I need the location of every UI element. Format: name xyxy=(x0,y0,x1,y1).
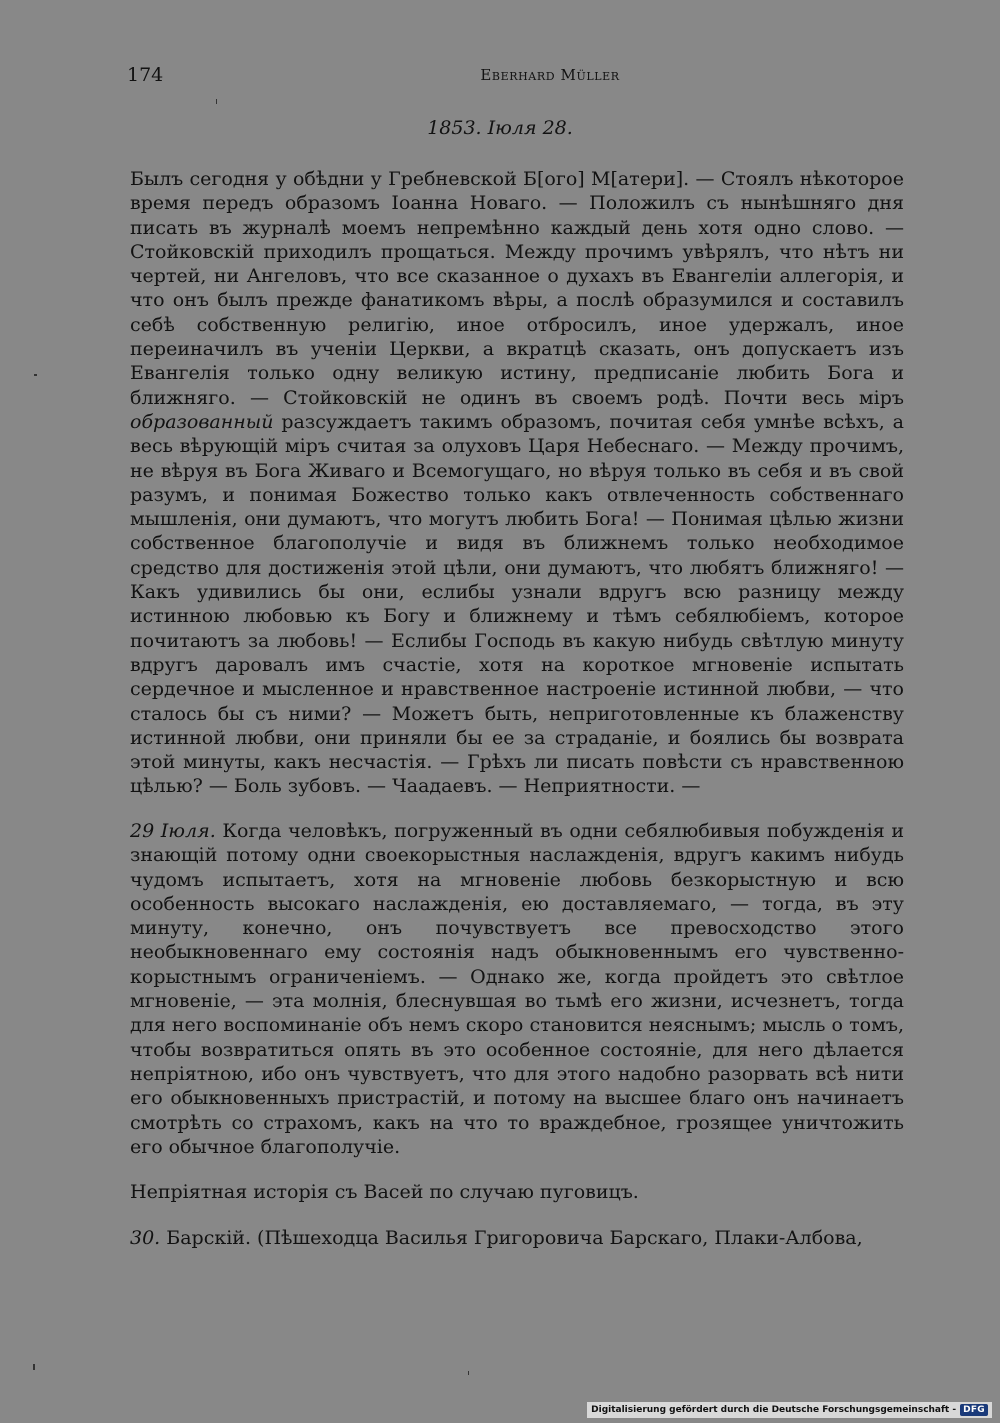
diary-paragraph-2 xyxy=(130,819,904,1159)
diary-paragraph-4 xyxy=(130,1226,904,1250)
emphasized-word: образованный xyxy=(130,410,274,433)
paragraph-2-date: 29 Іюля. xyxy=(130,820,216,842)
diary-paragraph-3: Непріятная исторія съ Васей по случаю пуговицъ. xyxy=(130,1181,639,1203)
scan-speck xyxy=(33,1364,35,1370)
digitization-credit: Digitalisierung gefördert durch die Deutsche Forschungsgemeinschaft - xyxy=(591,1405,957,1415)
paragraph-2-text: Когда человѣкъ, погруженный въ одни себялюбивыя побужденія и знающій потому одни своекорыстныя наслажденія, вдругъ какимъ нибудь чудомъ испытаетъ, хотя на мгновеніе любовь безкорыстную и всю особенность высокаго наслажденія, ею доставляемаго, — тогда, въ эту минуту, конечно, онъ почувствуетъ все превосходство этого необыкновеннаго ему состоянія надъ обыкновеннымъ его чувственно-корыстнымъ ограниченіемъ. — Однако же, когда пройдетъ это свѣтлое мгновеніе, — эта молнія, блеснувшая во тьмѣ его жизни, исчезнетъ, тогда для него воспоминаніе объ немъ скоро становится неяснымъ; мысль о томъ, чтобы возвратиться опять въ это особенное состояніе, для него дѣлается непріятною, ибо онъ чувствуетъ, что для этого надобно разорвать всѣ нити его обыкновенныхъ пристрастій, и потому на высшее благо онъ начинаетъ смотрѣть со страхомъ, какъ на что то враждебное, грозящее уничтожить его обычное благополучіе. xyxy=(130,820,904,1158)
scan-speck xyxy=(216,99,217,104)
paragraph-4-date: 30. xyxy=(130,1227,161,1249)
paragraph-1-text: Былъ сегодня у обѣдни у Гребневской Б[ого] М[атери]. — Стоялъ нѣкоторое время передъ образомъ Іоанна Новаго. — Положилъ съ нынѣшняго дня писать въ журналѣ моемъ непремѣнно каждый день хотя одно слово. — Стойковскій приходилъ прощаться. Между прочимъ увѣрялъ, что нѣтъ ни чертей, ни Ангеловъ, что все сказанное о духахъ въ Евангеліи аллегорія, и что онъ былъ прежде фанатикомъ вѣры, а послѣ образумился и составилъ себѣ собственную религію, иное отбросилъ, иное удержалъ, иное переиначилъ въ ученіи Церкви, а вкратцѣ сказать, онъ допускаетъ изъ Евангелія только одну великую истину, предписаніе любить Бога и ближняго. — Стойковскій не одинъ въ своемъ родѣ. Почти весь міръ xyxy=(130,168,904,409)
paragraph-4-text: Барскій. (Пѣшеходца Василья Григоровича Барскаго, Плаки-Албова, xyxy=(160,1227,863,1249)
dfg-logo: DFG xyxy=(960,1404,988,1416)
diary-paragraph-1 xyxy=(130,167,904,799)
page-number: 174 xyxy=(127,64,164,86)
entry-date-heading: 1853. Іюля 28. xyxy=(427,117,573,139)
digitization-credit-bar xyxy=(587,1402,992,1418)
scan-speck xyxy=(468,1371,469,1375)
running-head: Eberhard Müller xyxy=(480,66,620,84)
scan-speck xyxy=(34,374,37,376)
paragraph-1-continuation: разсуждаетъ такимъ образомъ, почитая себя умнѣе всѣхъ, а весь вѣрующій міръ считая за олуховъ Царя Небеснаго. — Между прочимъ, не вѣруя въ Бога Живаго и Всемогущаго, но вѣруя только въ себя и въ свой разумъ, и понимая Божество только какъ отвлеченность собственнаго мышленія, они думаютъ, что могутъ любить Бога! — Понимая цѣлью жизни собственное благополучіе и видя въ ближнемъ только необходимое средство для достиженія этой цѣли, они думаютъ, что любятъ ближняго! — Какъ удивились бы они, еслибы узнали вдругъ всю разницу между истинною любовью къ Богу и ближнему и тѣмъ себялюбіемъ, которое почитаютъ за любовь! — Еслибы Господь въ какую нибудь свѣтлую минуту вдругъ даровалъ имъ счастіе, хотя на короткое мгновеніе испытать сердечное и мысленное и нравственное настроеніе истинной любви, — что сталось бы съ ними? — Можетъ быть, неприготовленные къ блаженству истинной любви, они приняли бы ее за страданіе, и боялись бы возврата этой минуты, какъ несчастія. — Грѣхъ ли писать повѣсти съ нравственною цѣлью? — Боль зубовъ. — Чаадаевъ. — Неприятности. — xyxy=(130,410,904,798)
